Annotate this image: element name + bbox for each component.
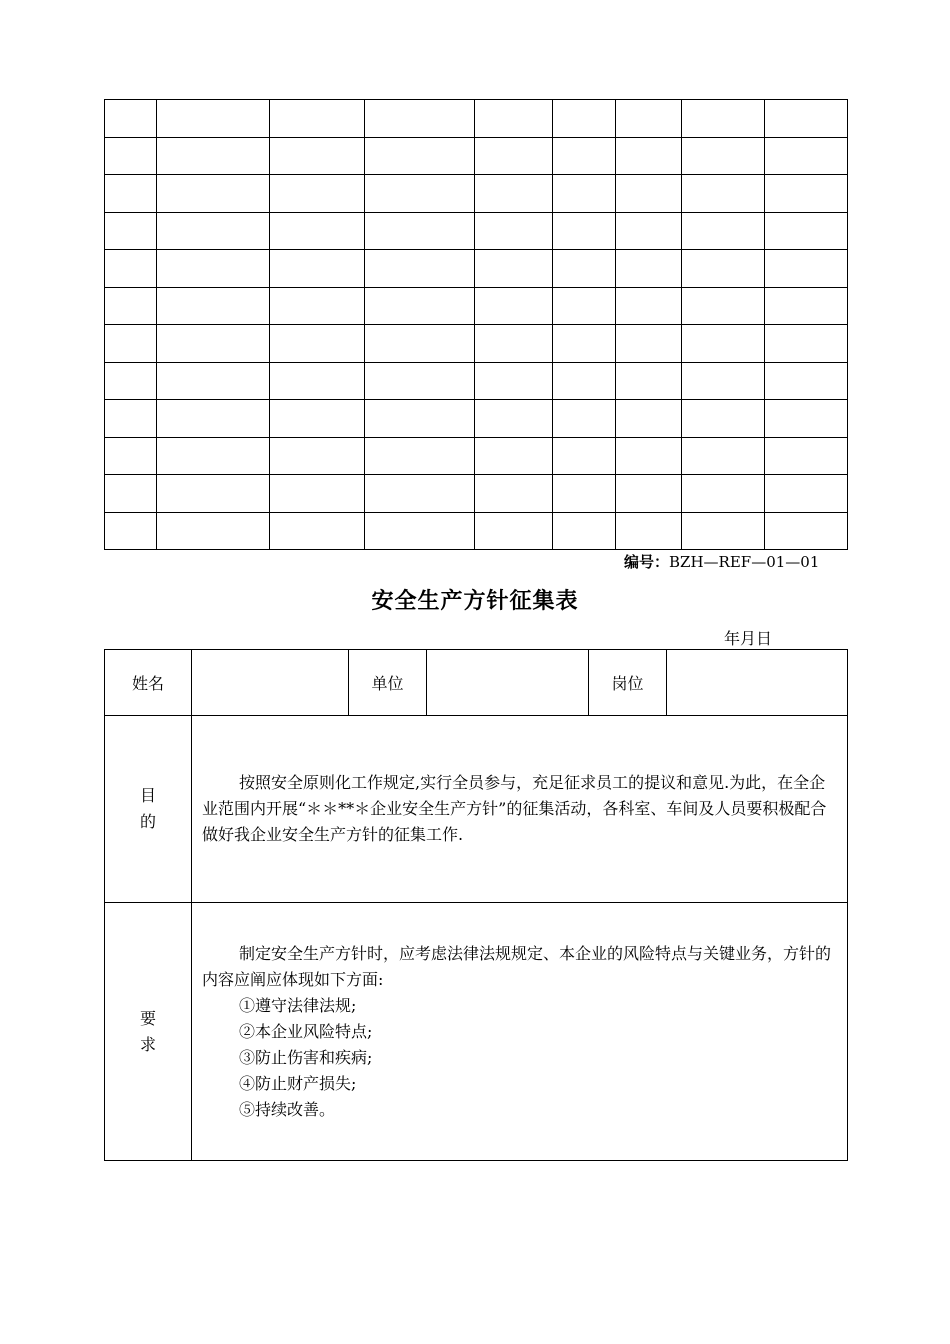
grid-cell[interactable]	[475, 325, 553, 363]
grid-cell[interactable]	[475, 100, 553, 138]
requirement-label-char: 要	[139, 1008, 156, 1028]
grid-cell[interactable]	[553, 212, 616, 250]
grid-cell[interactable]	[365, 512, 475, 550]
grid-cell[interactable]	[365, 325, 475, 363]
grid-cell[interactable]	[765, 250, 848, 288]
table-row	[105, 175, 848, 213]
list-item: ④防止财产损失;	[239, 1073, 357, 1093]
grid-cell[interactable]	[270, 137, 365, 175]
grid-cell[interactable]	[765, 400, 848, 438]
grid-cell[interactable]	[682, 212, 765, 250]
grid-cell[interactable]	[553, 287, 616, 325]
name-field[interactable]	[192, 650, 349, 716]
grid-cell[interactable]	[682, 437, 765, 475]
grid-cell[interactable]	[365, 137, 475, 175]
table-row	[105, 212, 848, 250]
table-row	[105, 362, 848, 400]
grid-cell[interactable]	[270, 400, 365, 438]
grid-cell[interactable]	[682, 475, 765, 513]
grid-cell[interactable]	[157, 212, 270, 250]
grid-cell[interactable]	[682, 287, 765, 325]
grid-cell[interactable]	[765, 175, 848, 213]
grid-cell[interactable]	[765, 287, 848, 325]
grid-cell[interactable]	[553, 362, 616, 400]
list-item: ③防止伤害和疾病;	[239, 1047, 373, 1067]
grid-cell[interactable]	[682, 400, 765, 438]
grid-cell[interactable]	[616, 325, 682, 363]
grid-cell[interactable]	[157, 325, 270, 363]
grid-cell[interactable]	[157, 250, 270, 288]
grid-cell[interactable]	[365, 400, 475, 438]
grid-cell[interactable]	[105, 100, 157, 138]
purpose-label	[105, 716, 192, 903]
grid-cell[interactable]	[105, 400, 157, 438]
table-row	[105, 287, 848, 325]
grid-cell[interactable]	[616, 175, 682, 213]
table-row	[105, 250, 848, 288]
post-field[interactable]	[667, 650, 848, 716]
grid-cell[interactable]	[616, 287, 682, 325]
grid-cell[interactable]	[475, 287, 553, 325]
table-row	[105, 437, 848, 475]
grid-cell[interactable]	[765, 512, 848, 550]
table-row	[105, 137, 848, 175]
name-label: 姓名	[105, 650, 192, 716]
purpose-label-char: 的	[139, 812, 156, 831]
grid-cell[interactable]	[270, 475, 365, 513]
unit-field[interactable]	[427, 650, 589, 716]
grid-cell[interactable]	[682, 250, 765, 288]
grid-cell[interactable]	[105, 362, 157, 400]
grid-cell[interactable]	[365, 175, 475, 213]
grid-cell[interactable]	[365, 362, 475, 400]
grid-cell[interactable]	[105, 137, 157, 175]
grid-cell[interactable]	[475, 175, 553, 213]
header-row	[105, 650, 848, 716]
grid-cell[interactable]	[157, 137, 270, 175]
grid-cell[interactable]	[616, 100, 682, 138]
grid-cell[interactable]	[765, 437, 848, 475]
blank-grid-table	[104, 99, 848, 550]
table-row	[105, 475, 848, 513]
list-item: ②本企业风险特点;	[239, 1021, 373, 1041]
grid-cell[interactable]	[682, 137, 765, 175]
grid-cell[interactable]	[105, 175, 157, 213]
grid-cell[interactable]	[616, 512, 682, 550]
grid-cell[interactable]	[553, 325, 616, 363]
requirement-content	[192, 903, 848, 1161]
grid-cell[interactable]	[270, 362, 365, 400]
form-code	[624, 551, 819, 572]
grid-cell[interactable]	[365, 287, 475, 325]
grid-cell[interactable]	[553, 475, 616, 513]
grid-cell[interactable]	[105, 287, 157, 325]
grid-cell[interactable]	[616, 400, 682, 438]
grid-cell[interactable]	[553, 100, 616, 138]
grid-cell[interactable]	[765, 212, 848, 250]
grid-cell[interactable]	[270, 325, 365, 363]
grid-cell[interactable]	[553, 250, 616, 288]
grid-cell[interactable]	[616, 250, 682, 288]
table-row	[105, 512, 848, 550]
grid-cell[interactable]	[765, 475, 848, 513]
grid-cell[interactable]	[105, 512, 157, 550]
purpose-text: 按照安全原则化工作规定,实行全员参与，充足征求员工的提议和意见.为此，在全企业范围内开展“＊＊**＊企业安全生产方针”的征集活动，各科室、车间及人员要积极配合做好我企业安全生产方针的征集工作.	[202, 773, 827, 844]
page-title: 安全生产方针征集表	[371, 589, 579, 614]
grid-cell[interactable]	[270, 250, 365, 288]
grid-cell[interactable]	[270, 212, 365, 250]
grid-cell[interactable]	[475, 475, 553, 513]
grid-cell[interactable]	[105, 325, 157, 363]
grid-cell[interactable]	[553, 437, 616, 475]
requirement-intro: 制定安全生产方针时，应考虑法律法规规定、本企业的风险特点与关键业务，方针的内容应阐应体现如下方面:	[202, 943, 832, 989]
grid-cell[interactable]	[105, 212, 157, 250]
table-row	[105, 100, 848, 138]
grid-cell[interactable]	[553, 137, 616, 175]
requirement-label	[105, 903, 192, 1161]
grid-cell[interactable]	[475, 250, 553, 288]
table-row	[105, 400, 848, 438]
grid-cell[interactable]	[157, 100, 270, 138]
grid-cell[interactable]	[157, 512, 270, 550]
grid-cell[interactable]	[105, 475, 157, 513]
grid-cell[interactable]	[475, 512, 553, 550]
table-row	[105, 325, 848, 363]
purpose-label-char: 目	[139, 786, 156, 805]
grid-cell[interactable]	[553, 400, 616, 438]
grid-cell[interactable]	[270, 437, 365, 475]
grid-cell[interactable]	[765, 325, 848, 363]
grid-cell[interactable]	[365, 437, 475, 475]
grid-cell[interactable]	[365, 475, 475, 513]
grid-cell[interactable]	[475, 362, 553, 400]
grid-cell[interactable]	[365, 212, 475, 250]
grid-cell[interactable]	[270, 512, 365, 550]
purpose-row	[105, 716, 848, 903]
grid-cell[interactable]	[475, 137, 553, 175]
grid-cell[interactable]	[157, 362, 270, 400]
list-item: ①遵守法律法规;	[239, 995, 357, 1015]
grid-cell[interactable]	[157, 400, 270, 438]
grid-cell[interactable]	[682, 362, 765, 400]
grid-cell[interactable]	[553, 512, 616, 550]
grid-cell[interactable]	[682, 325, 765, 363]
grid-cell[interactable]	[157, 287, 270, 325]
requirement-label-char: 求	[139, 1034, 156, 1054]
grid-cell[interactable]	[616, 437, 682, 475]
grid-cell[interactable]	[270, 100, 365, 138]
form-code-value: BZH—REF—01—01	[669, 553, 820, 571]
grid-cell[interactable]	[475, 437, 553, 475]
grid-cell[interactable]	[105, 437, 157, 475]
grid-cell[interactable]	[765, 137, 848, 175]
post-label: 岗位	[589, 650, 667, 716]
grid-cell[interactable]	[270, 287, 365, 325]
list-item: ⑤持续改善。	[239, 1099, 336, 1119]
grid-cell[interactable]	[365, 100, 475, 138]
grid-cell[interactable]	[616, 362, 682, 400]
grid-cell[interactable]	[682, 512, 765, 550]
grid-cell[interactable]	[616, 137, 682, 175]
policy-collection-form	[104, 649, 848, 1161]
date-line: 年月日	[724, 629, 773, 648]
unit-label: 单位	[349, 650, 427, 716]
requirement-list	[202, 993, 839, 1123]
grid-cell[interactable]	[365, 250, 475, 288]
grid-cell[interactable]	[105, 250, 157, 288]
grid-cell[interactable]	[682, 175, 765, 213]
grid-cell[interactable]	[765, 362, 848, 400]
grid-cell[interactable]	[157, 437, 270, 475]
grid-cell[interactable]	[616, 475, 682, 513]
requirement-row	[105, 903, 848, 1161]
grid-cell[interactable]	[270, 175, 365, 213]
blank-grid-body	[105, 100, 848, 550]
grid-cell[interactable]	[157, 475, 270, 513]
grid-cell[interactable]	[765, 100, 848, 138]
grid-cell[interactable]	[616, 212, 682, 250]
grid-cell[interactable]	[475, 400, 553, 438]
grid-cell[interactable]	[682, 100, 765, 138]
grid-cell[interactable]	[157, 175, 270, 213]
form-code-label: 编号：	[624, 553, 670, 571]
purpose-content	[192, 716, 848, 903]
grid-cell[interactable]	[475, 212, 553, 250]
grid-cell[interactable]	[553, 175, 616, 213]
